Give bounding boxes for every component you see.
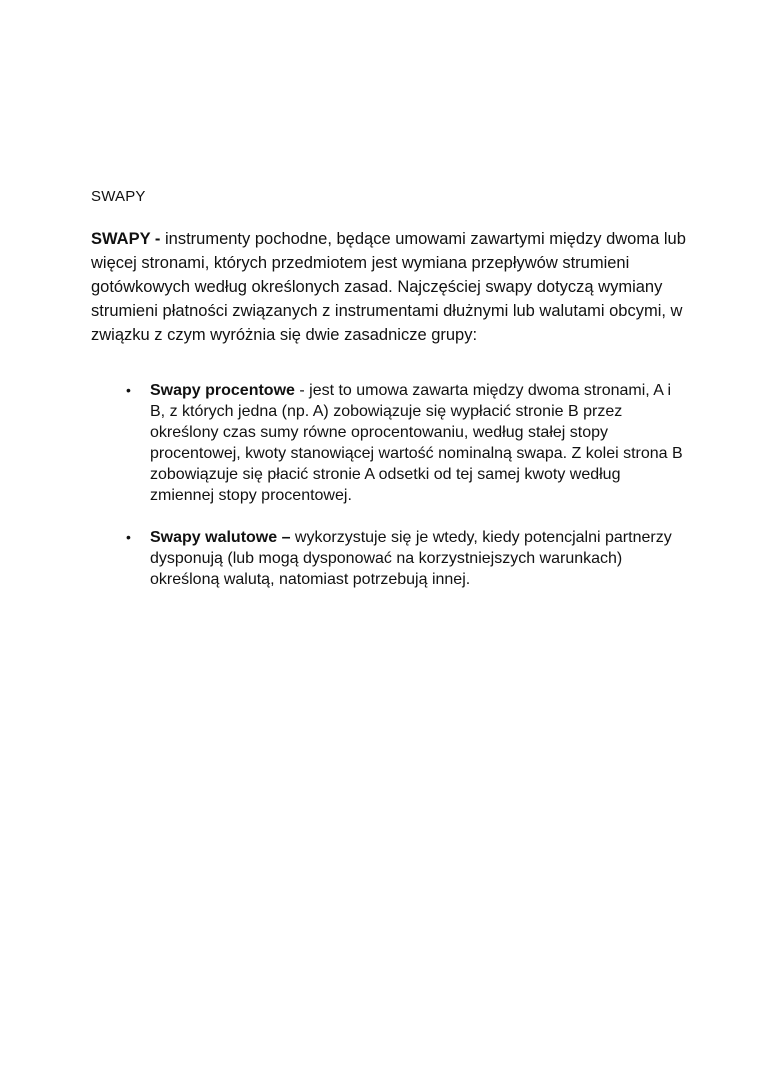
- swap-types-list: [126, 380, 686, 590]
- bullet-text: wykorzystuje się je wtedy, kiedy potencjalni partnerzy dysponują (lub mogą dysponować na korzystniejszych warunkach) określoną walutą, natomiast potrzebują innej.: [150, 529, 672, 588]
- bullet-term: Swapy walutowe –: [150, 529, 291, 546]
- list-item-interest-rate-swaps: [126, 380, 686, 506]
- bullet-icon: •: [126, 529, 131, 545]
- intro-lead-term: SWAPY -: [91, 230, 161, 248]
- intro-paragraph: [91, 227, 691, 347]
- list-item-currency-swaps: [126, 527, 686, 590]
- bullet-text: - jest to umowa zawarta między dwoma stronami, A i B, z których jedna (np. A) zobowiązuje się wypłacić stronie B przez określony czas sumy równe oprocentowaniu, według stałej stopy procentowej, kwoty stanowiącej wartość nominalną swapa. Z kolei strona B zobowiązuje się płacić stronie A odsetki od tej samej kwoty według zmiennej stopy procentowej.: [150, 382, 683, 504]
- intro-text: instrumenty pochodne, będące umowami zawartymi między dwoma lub więcej stronami, których przedmiotem jest wymiana przepływów strumieni gotówkowych według określonych zasad. Najczęściej swapy dotyczą wymiany strumieni płatności związanych z instrumentami dłużnymi lub walutami obcymi, w związku z czym wyróżnia się dwie zasadnicze grupy:: [91, 230, 686, 344]
- bullet-icon: •: [126, 382, 131, 398]
- document-heading: SWAPY: [91, 188, 146, 205]
- bullet-term: Swapy procentowe: [150, 382, 295, 399]
